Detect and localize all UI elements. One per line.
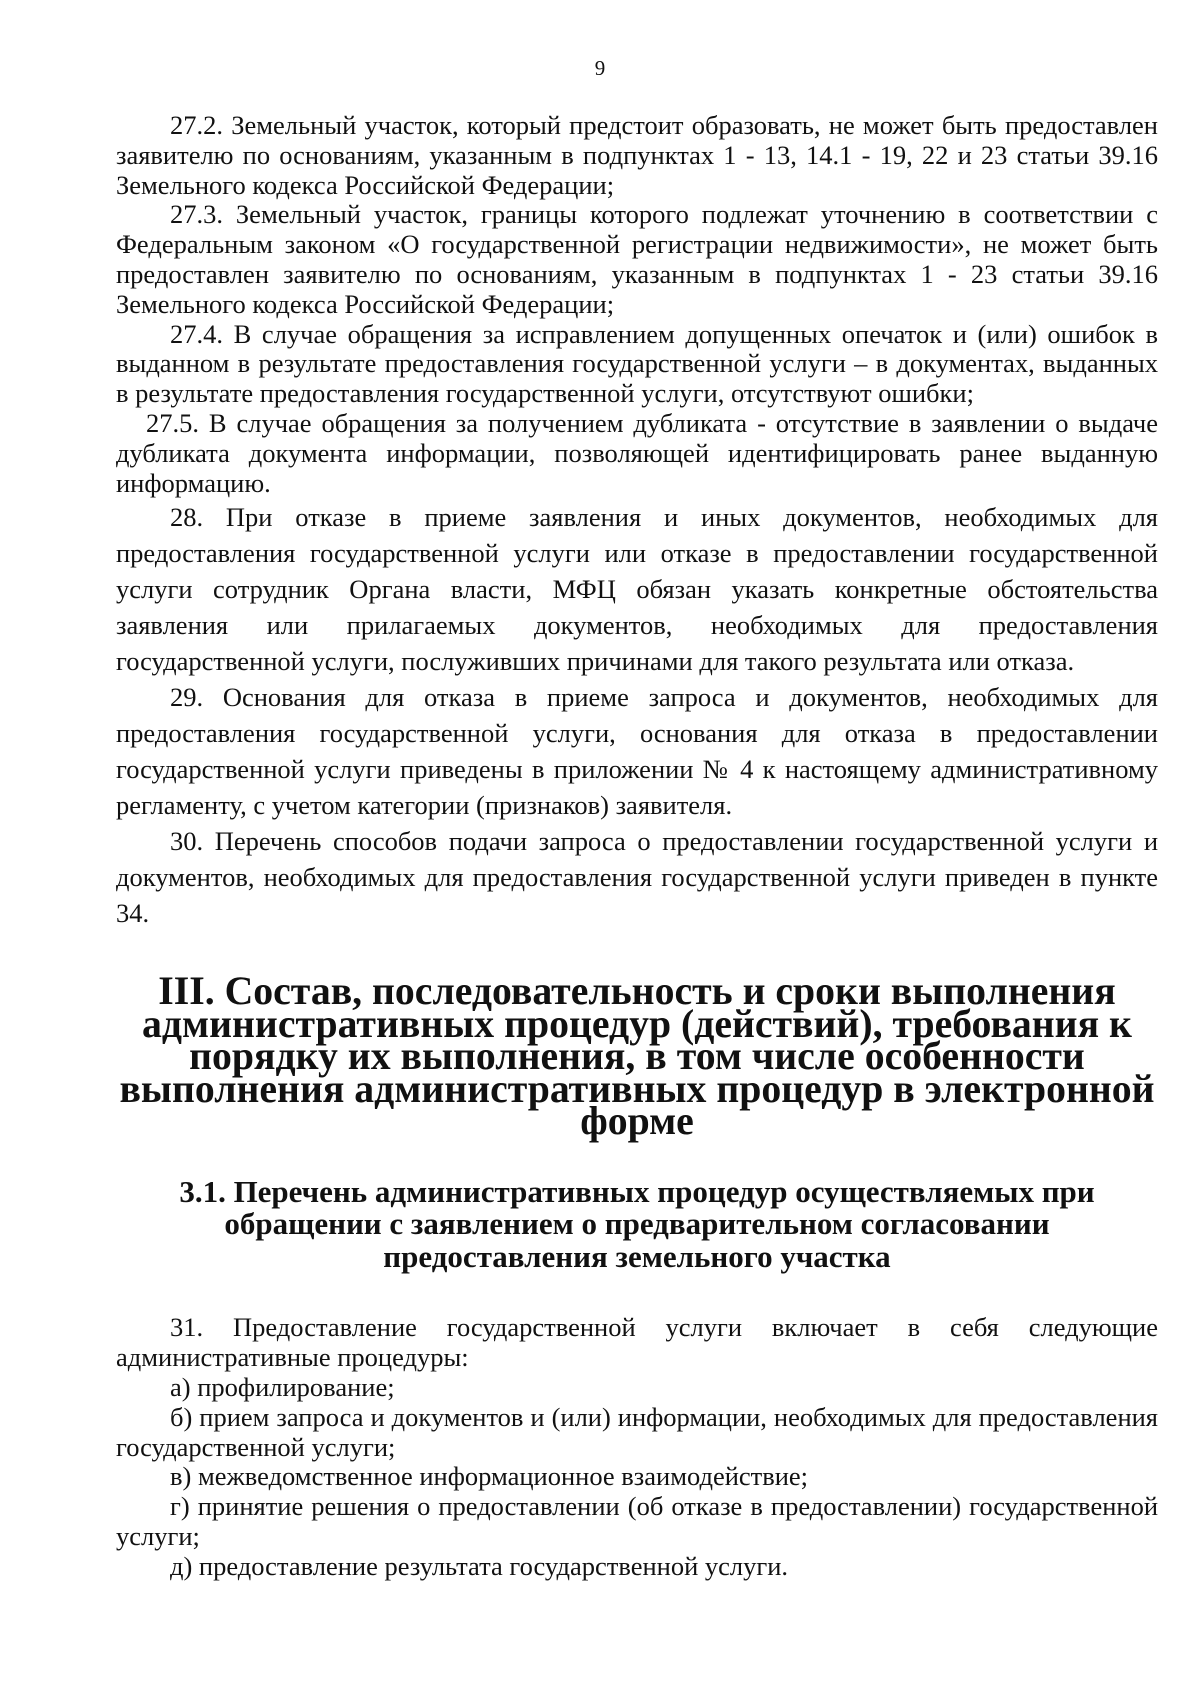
subsection-heading: 3.1. Перечень административных процедур осуществляемых при обращении с заявлением о предварительном согласовании предоставления земельного участка <box>179 1173 1095 1274</box>
paragraph-27-5: 27.5. В случае обращения за получением дубликата - отсутствие в заявлении о выдаче дубликата документа информации, позволяющей идентифицировать ранее выданную информацию. <box>116 407 1158 498</box>
page-content <box>116 111 1158 1582</box>
paragraph-28: 28. При отказе в приеме заявления и иных документов, необходимых для предоставления государственной услуги или отказе в предоставлении государственной услуги сотрудник Органа власти, МФЦ обязан указать конкретные обстоятельства заявления или прилагаемых документов, необходимых для предоставления государственной услуги, послуживших причинами для такого результата или отказа. <box>116 502 1158 677</box>
section-heading: III. Состав, последовательность и сроки выполнения административных процедур (действий), требования к порядку их выполнения, в том числе особенности выполнения административных процедур в электронной форме <box>119 969 1155 1144</box>
list-item-b: б) прием запроса и документов и (или) информации, необходимых для предоставления государственной услуги; <box>116 1401 1158 1462</box>
paragraph-29: 29. Основания для отказа в приеме запроса и документов, необходимых для предоставления государственной услуги, основания для отказа в предоставлении государственной услуги приведены в приложении № 4 к настоящему административному регламенту, с учетом категории (признаков) заявителя. <box>116 682 1158 821</box>
paragraph-27-4: 27.4. В случае обращения за исправлением допущенных опечаток и (или) ошибок в выданном в результате предоставления государственной услуги – в документах, выданных в результате предоставления государственной услуги, отсутствуют ошибки; <box>116 318 1158 409</box>
paragraph-30: 30. Перечень способов подачи запроса о предоставлении государственной услуги и документов, необходимых для предоставления государственной услуги приведен в пункте 34. <box>116 826 1158 929</box>
paragraph-31: 31. Предоставление государственной услуги включает в себя следующие административные процедуры: <box>116 1312 1158 1373</box>
paragraph-27-2: 27.2. Земельный участок, который предстоит образовать, не может быть предоставлен заявителю по основаниям, указанным в подпунктах 1 - 13, 14.1 - 19, 22 и 23 статьи 39.16 Земельного кодекса Российской Федерации; <box>116 110 1158 200</box>
list-item-a: а) профилирование; <box>170 1371 395 1402</box>
list-item-v: в) межведомственное информационное взаимодействие; <box>170 1461 809 1492</box>
paragraph-27-3: 27.3. Земельный участок, границы которого подлежат уточнению в соответствии с Федеральным законом «О государственной регистрации недвижимости», не может быть предоставлен заявителю по основаниям, указанным в подпунктах 1 - 23 статьи 39.16 Земельного кодекса Российской Федерации; <box>116 199 1158 319</box>
page-number: 9 <box>594 56 606 80</box>
list-item-d: д) предоставление результата государственной услуги. <box>170 1550 789 1581</box>
list-item-g: г) принятие решения о предоставлении (об отказе в предоставлении) государственной услуги; <box>116 1491 1158 1551</box>
